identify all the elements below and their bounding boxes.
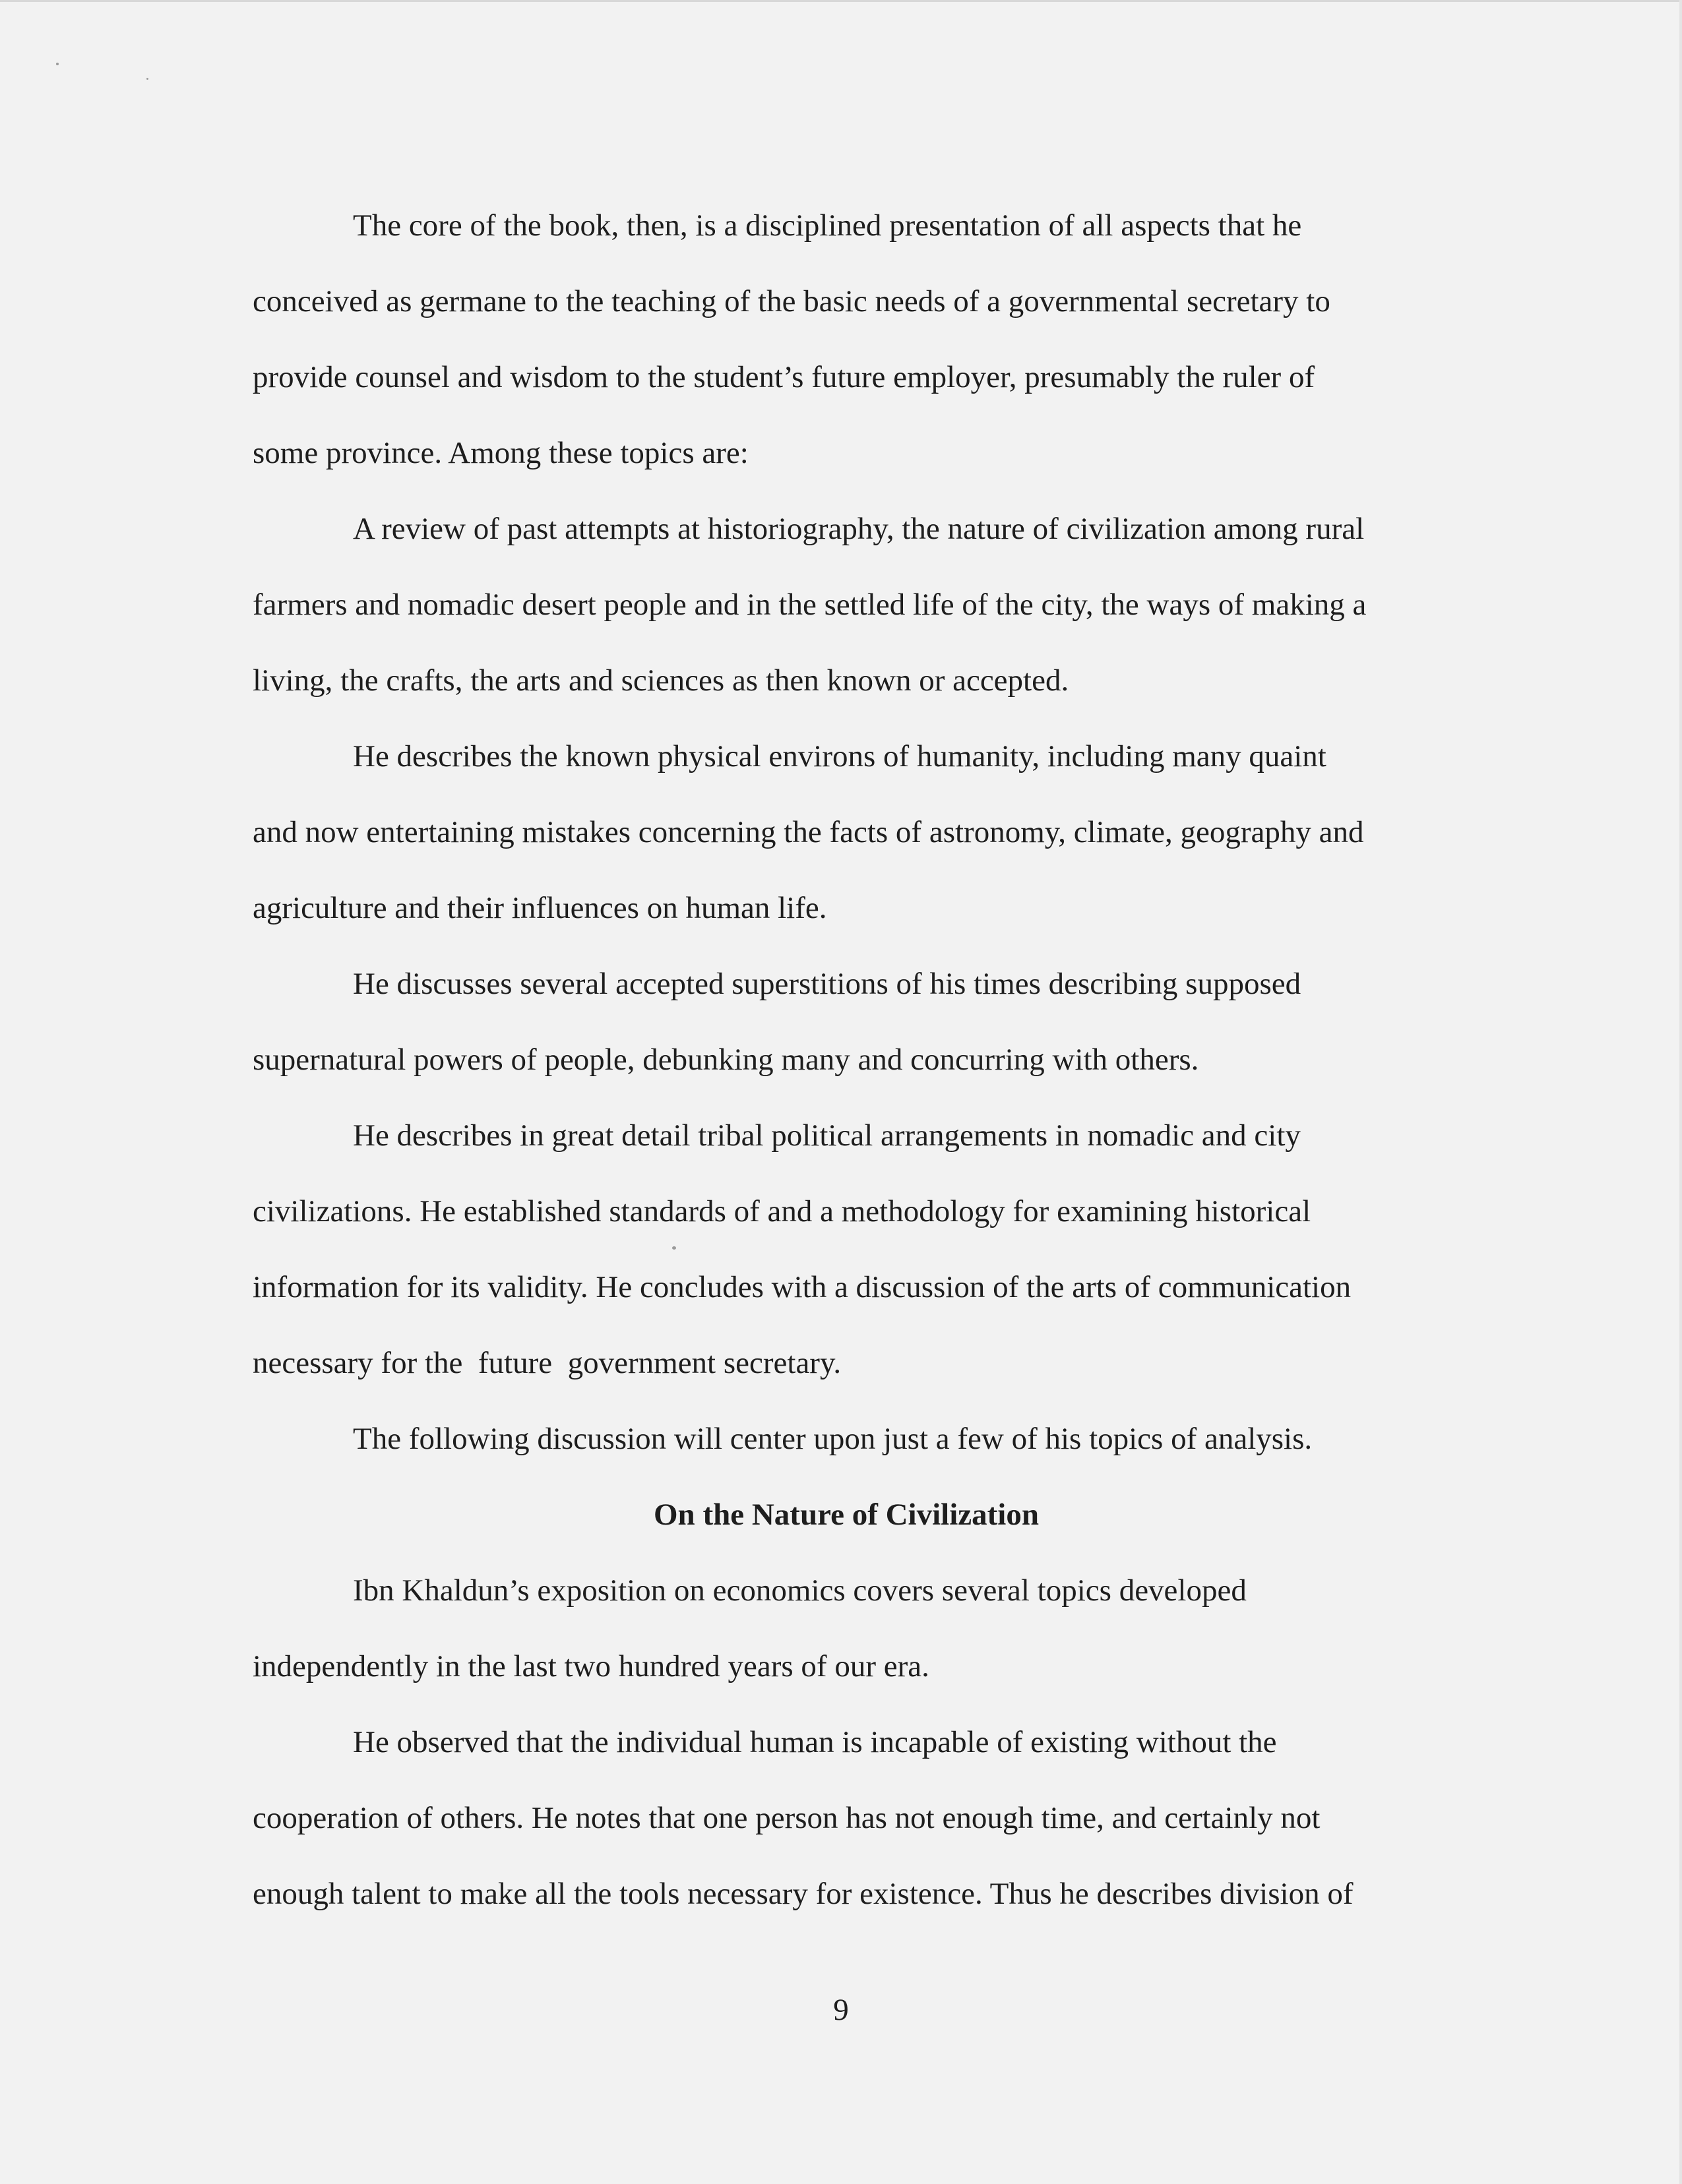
paragraph-line: and now entertaining mistakes concerning the facts of astronomy, climate, geography and [253,815,1364,849]
paragraph-line: some province. Among these topics are: [253,436,749,470]
scan-speck [146,78,148,80]
paragraph-line: A review of past attempts at historiography, the nature of civilization among rural [353,512,1365,546]
scan-speck [56,63,59,65]
paragraph-line: civilizations. He established standards of and a methodology for examining historical [253,1194,1311,1228]
paragraph-line: He describes the known physical environs of humanity, including many quaint [353,739,1326,774]
paragraph-line: The following discussion will center upon just a few of his topics of analysis. [353,1422,1313,1456]
paragraph-line: He observed that the individual human is incapable of existing without the [353,1725,1277,1759]
paragraph-line: Ibn Khaldun’s exposition on economics covers several topics developed [353,1573,1247,1608]
page-number: 9 [833,1993,849,2027]
paragraph-line: supernatural powers of people, debunking many and concurring with others. [253,1043,1199,1077]
page-top-edge [0,0,1682,2]
paragraph-line: The core of the book, then, is a disciplined presentation of all aspects that he [353,208,1302,243]
paragraph-line: enough talent to make all the tools necessary for existence. Thus he describes division of [253,1877,1354,1911]
paragraph-line: agriculture and their influences on human life. [253,891,827,925]
section-heading: On the Nature of Civilization [654,1498,1039,1532]
paragraph-line: He discusses several accepted superstitions of his times describing supposed [353,967,1301,1001]
paragraph-line: information for its validity. He concludes with a discussion of the arts of communication [253,1270,1352,1304]
paragraph-line: He describes in great detail tribal political arrangements in nomadic and city [353,1118,1301,1153]
paragraph-line: provide counsel and wisdom to the student’s future employer, presumably the ruler of [253,360,1315,394]
page-right-edge [1679,0,1682,2184]
paragraph-line: necessary for the future government secretary. [253,1346,842,1380]
paragraph-line: living, the crafts, the arts and sciences as then known or accepted. [253,663,1069,698]
paragraph-line: conceived as germane to the teaching of the basic needs of a governmental secretary to [253,284,1330,318]
paragraph-line: farmers and nomadic desert people and in the settled life of the city, the ways of making a [253,588,1367,622]
paragraph-line: independently in the last two hundred years of our era. [253,1649,929,1684]
body-text [253,188,1460,1932]
paragraph-line: cooperation of others. He notes that one person has not enough time, and certainly not [253,1801,1321,1835]
